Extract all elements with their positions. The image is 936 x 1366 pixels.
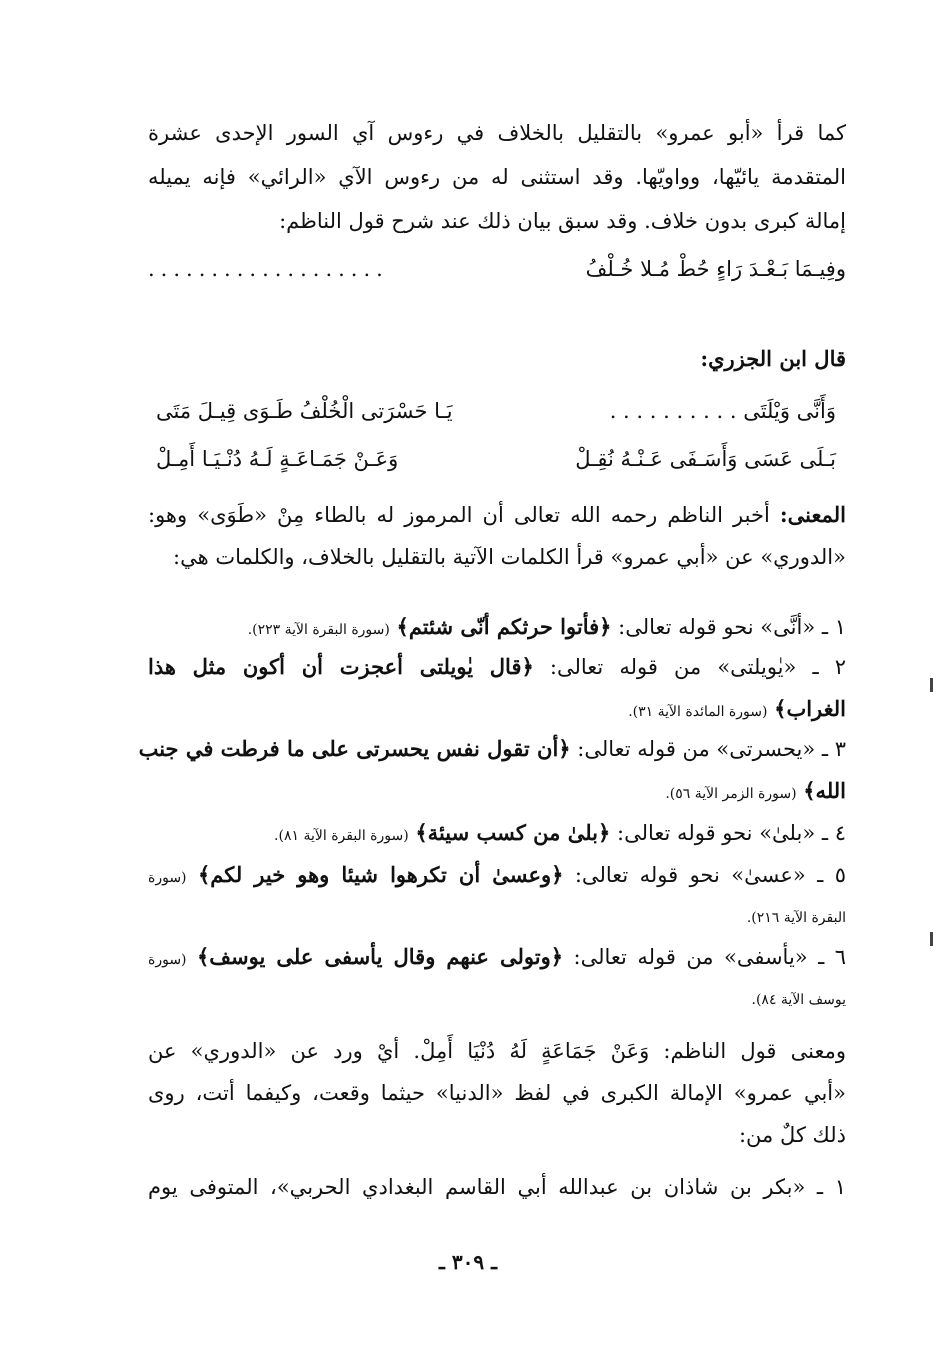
commentary-line-3: ذلك كلٌ من: (738, 1123, 846, 1147)
quoted-verse-dots: ................... (148, 257, 389, 281)
section-heading: قال ابن الجزري: (700, 346, 846, 371)
verse-reference: (سورة (148, 952, 187, 968)
quoted-verse (148, 252, 846, 286)
meaning-label: المعنى: (779, 502, 846, 527)
poem-line-1-right: وَأَنَّى وَيْلَتَى . . . . . . . . . . (609, 399, 836, 423)
meaning-line-2: «الدوري» عن «أبي عمرو» قرأ الكلمات الآتية بالتقليل بالخلاف، والكلمات هي: (173, 545, 846, 569)
commentary-line-1: ومعنى قول الناظم: وَعَنْ جَمَاعَةٍ لَهُ دُنْيَا أَمِلْ. أيْ ورد عن «الدوري» عن (148, 1039, 846, 1063)
list-item-3 (138, 732, 846, 766)
narrator-item-1: ١ ـ «بكر بن شاذان بن عبدالله أبي القاسم البغدادي الحربي»، المتوفى يوم (148, 1175, 846, 1199)
item-word: «عسىٰ» نحو قوله تعالى: (574, 863, 806, 887)
poem-line-2-left: وَعَـنْ جَمَـاعَـةٍ لَـهُ دُنْـيَـا أَمِـلْ (156, 447, 399, 471)
quran-verse: ﴿بلىٰ من كسب سيئة﴾ (415, 820, 611, 845)
list-item-5-cont (166, 898, 846, 935)
quoted-verse-text: وفِيـمَا بَـعْـدَ رَاءٍ حُطْ مُـلا خُـلْفُ (585, 257, 846, 281)
verse-reference: (سورة البقرة الآية ٨١). (274, 828, 409, 844)
quran-verse: الله﴾ (803, 778, 846, 803)
intro-line-2: المتقدمة يائيّها، وواويّها. وقد استثنى له من رءوس الآي «الرائي» فإنه يميله (148, 165, 846, 189)
item-word: «يأسفى» من قوله تعالى: (573, 945, 808, 969)
verse-reference: يوسف الآية ٨٤). (751, 992, 846, 1008)
item-word: «يٰويلتى» من قوله تعالى: (549, 655, 797, 679)
item-word: «أنَّى» نحو قوله تعالى: (618, 615, 816, 639)
quran-verse: الغراب﴾ (774, 696, 846, 721)
list-item-5 (148, 858, 846, 895)
item-word: «بلىٰ» نحو قوله تعالى: (617, 821, 816, 845)
quran-verse: ﴿قال يٰويلتى أعجزت أن أكون مثل هذا (148, 654, 534, 679)
list-item-6 (148, 940, 846, 977)
meaning-text: أخبر الناظم رحمه الله تعالى أن المرموز له بالطاء مِنْ «طَوَى» وهو: (148, 503, 770, 527)
quran-verse: ﴿فأتوا حرثكم أنّى شئتم﴾ (396, 614, 612, 639)
poem-line-2 (156, 442, 836, 476)
item-number: ٦ ـ (818, 945, 846, 969)
item-number: ٢ ـ (812, 655, 846, 679)
item-number: ٥ ـ (817, 863, 846, 887)
verse-reference: (سورة الزمر الآية ٥٦). (665, 786, 797, 802)
verse-reference: البقرة الآية ٢١٦). (746, 910, 846, 926)
meaning-line-1 (148, 498, 846, 532)
margin-mark (930, 932, 933, 946)
verse-reference: (سورة (148, 870, 187, 886)
item-word: «يحسرتى» من قوله تعالى: (577, 737, 816, 761)
page-number: ـ ٣٠٩ ـ (439, 1250, 497, 1274)
poem-line-1 (156, 394, 836, 428)
quran-verse: ﴿وتولى عنهم وقال يأسفى على يوسف﴾ (196, 944, 564, 969)
commentary-line-2: «أبي عمرو» الإمالة الكبرى في لفظ «الدنيا» حيثما وقعت، وكيفما أتت، روى (148, 1081, 846, 1105)
item-number: ٣ ـ (821, 737, 846, 761)
quran-verse: ﴿أن تقول نفس يحسرتى على ما فرطت في جنب (138, 736, 571, 761)
quran-verse: ﴿وعسىٰ أن تكرهوا شيئا وهو خير لكم﴾ (197, 862, 564, 887)
list-item-4 (148, 816, 846, 853)
item-number: ٤ ـ (821, 821, 846, 845)
poem-line-2-right: بَـلَى عَسَى وَأَسَـفَى عَـنْـهُ نُقِـلْ (575, 447, 836, 471)
intro-line-3: إمالة كبرى بدون خلاف. وقد سبق بيان ذلك عند شرح قول الناظم: (279, 209, 846, 233)
list-item-2 (148, 650, 846, 684)
list-item-2-cont (166, 692, 846, 729)
list-item-1 (148, 610, 846, 647)
list-item-6-cont (166, 980, 846, 1017)
item-number: ١ ـ (821, 615, 846, 639)
intro-line-1: كما قرأ «أبو عمرو» بالتقليل بالخلاف في رءوس آي السور الإحدى عشرة (148, 121, 846, 145)
page-body (138, 112, 846, 1312)
poem-line-1-left: يَـا حَسْرَتى الْخُلْفُ طَـوَى قِيـلَ مَتَى (156, 399, 453, 423)
verse-reference: (سورة المائدة الآية ٣١). (628, 704, 768, 720)
margin-mark (930, 678, 933, 692)
list-item-3-cont (166, 774, 846, 811)
verse-reference: (سورة البقرة الآية ٢٢٣). (247, 622, 390, 638)
